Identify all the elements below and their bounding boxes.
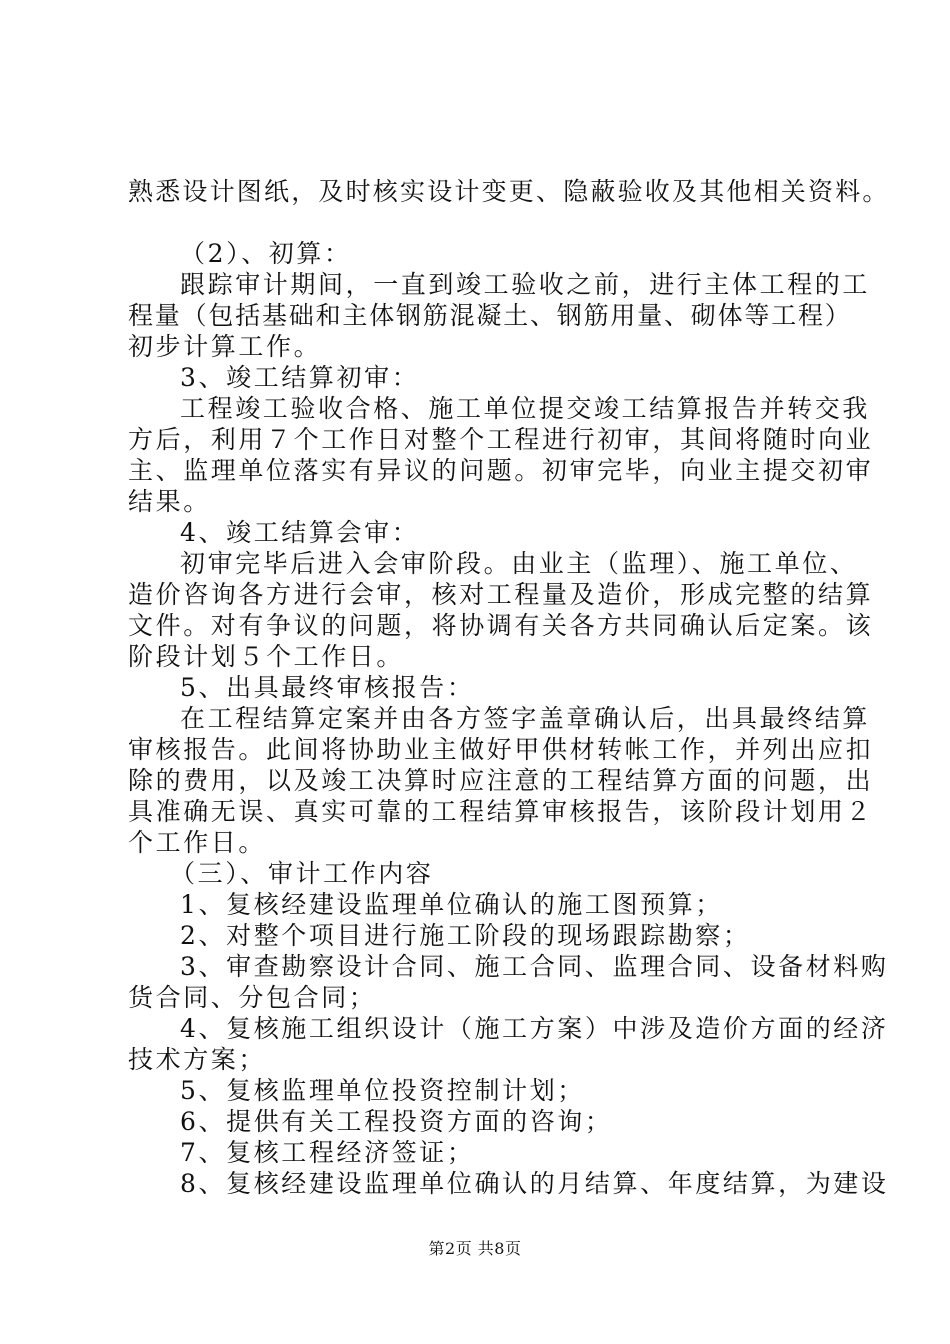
text-line: 造价咨询各方进行会审，核对工程量及造价，形成完整的结算 [128, 580, 874, 609]
text-line: 跟踪审计期间，一直到竣工验收之前，进行主体工程的工 [180, 270, 871, 299]
section-heading: （三）、审计工作内容 [170, 859, 434, 888]
text-line: 具准确无误、真实可靠的工程结算审核报告，该阶段计划用２ [128, 797, 874, 826]
subheading: （2）、初算： [180, 239, 352, 268]
list-item: 1、复核经建设监理单位确认的施工图预算； [180, 890, 723, 919]
text-line: 除的费用，以及竣工决算时应注意的工程结算方面的问题，出 [128, 766, 874, 795]
text-line: 在工程结算定案并由各方签字盖章确认后，出具最终结算 [180, 704, 871, 733]
list-item: 6、提供有关工程投资方面的咨询； [180, 1107, 613, 1136]
text-line: 阶段计划５个工作日。 [128, 642, 405, 671]
text-line: 程量（包括基础和主体钢筋混凝土、钢筋用量、砌体等工程） [128, 301, 852, 330]
text-line: 文件。对有争议的问题，将协调有关各方共同确认后定案。该 [128, 611, 874, 640]
text-line: 审核报告。此间将协助业主做好甲供材转帐工作，并列出应扣 [128, 735, 874, 764]
subheading: 5、出具最终审核报告： [180, 673, 475, 702]
text-line: 主、监理单位落实有异议的问题。初审完毕，向业主提交初审 [128, 456, 874, 485]
list-item: 2、对整个项目进行施工阶段的现场跟踪勘察； [180, 921, 751, 950]
text-line: 工程竣工验收合格、施工单位提交竣工结算报告并转交我 [180, 394, 871, 423]
text-line: 熟悉设计图纸，及时核实设计变更、隐蔽验收及其他相关资料。 [128, 177, 890, 206]
text-line: 技术方案； [128, 1045, 267, 1074]
text-line: 初审完毕后进入会审阶段。由业主（监理）、施工单位、 [180, 549, 858, 578]
text-line: 货合同、分包合同； [128, 983, 377, 1012]
list-item: 5、复核监理单位投资控制计划； [180, 1076, 585, 1105]
text-line: 结果。 [128, 487, 211, 516]
list-item: 3、审查勘察设计合同、施工合同、监理合同、设备材料购 [180, 952, 889, 981]
list-item: 4、复核施工组织设计（施工方案）中涉及造价方面的经济 [180, 1014, 889, 1043]
subheading: 3、竣工结算初审： [180, 363, 420, 392]
text-line: 初步计算工作。 [128, 332, 322, 361]
list-item: 8、复核经建设监理单位确认的月结算、年度结算，为建设 [180, 1169, 889, 1198]
text-line: 个工作日。 [128, 828, 267, 857]
text-line: 方后，利用７个工作日对整个工程进行初审，其间将随时向业 [128, 425, 874, 454]
list-item: 7、复核工程经济签证； [180, 1138, 475, 1167]
subheading: 4、竣工结算会审： [180, 518, 420, 547]
page-footer: 第2页 共8页 [428, 1239, 522, 1258]
